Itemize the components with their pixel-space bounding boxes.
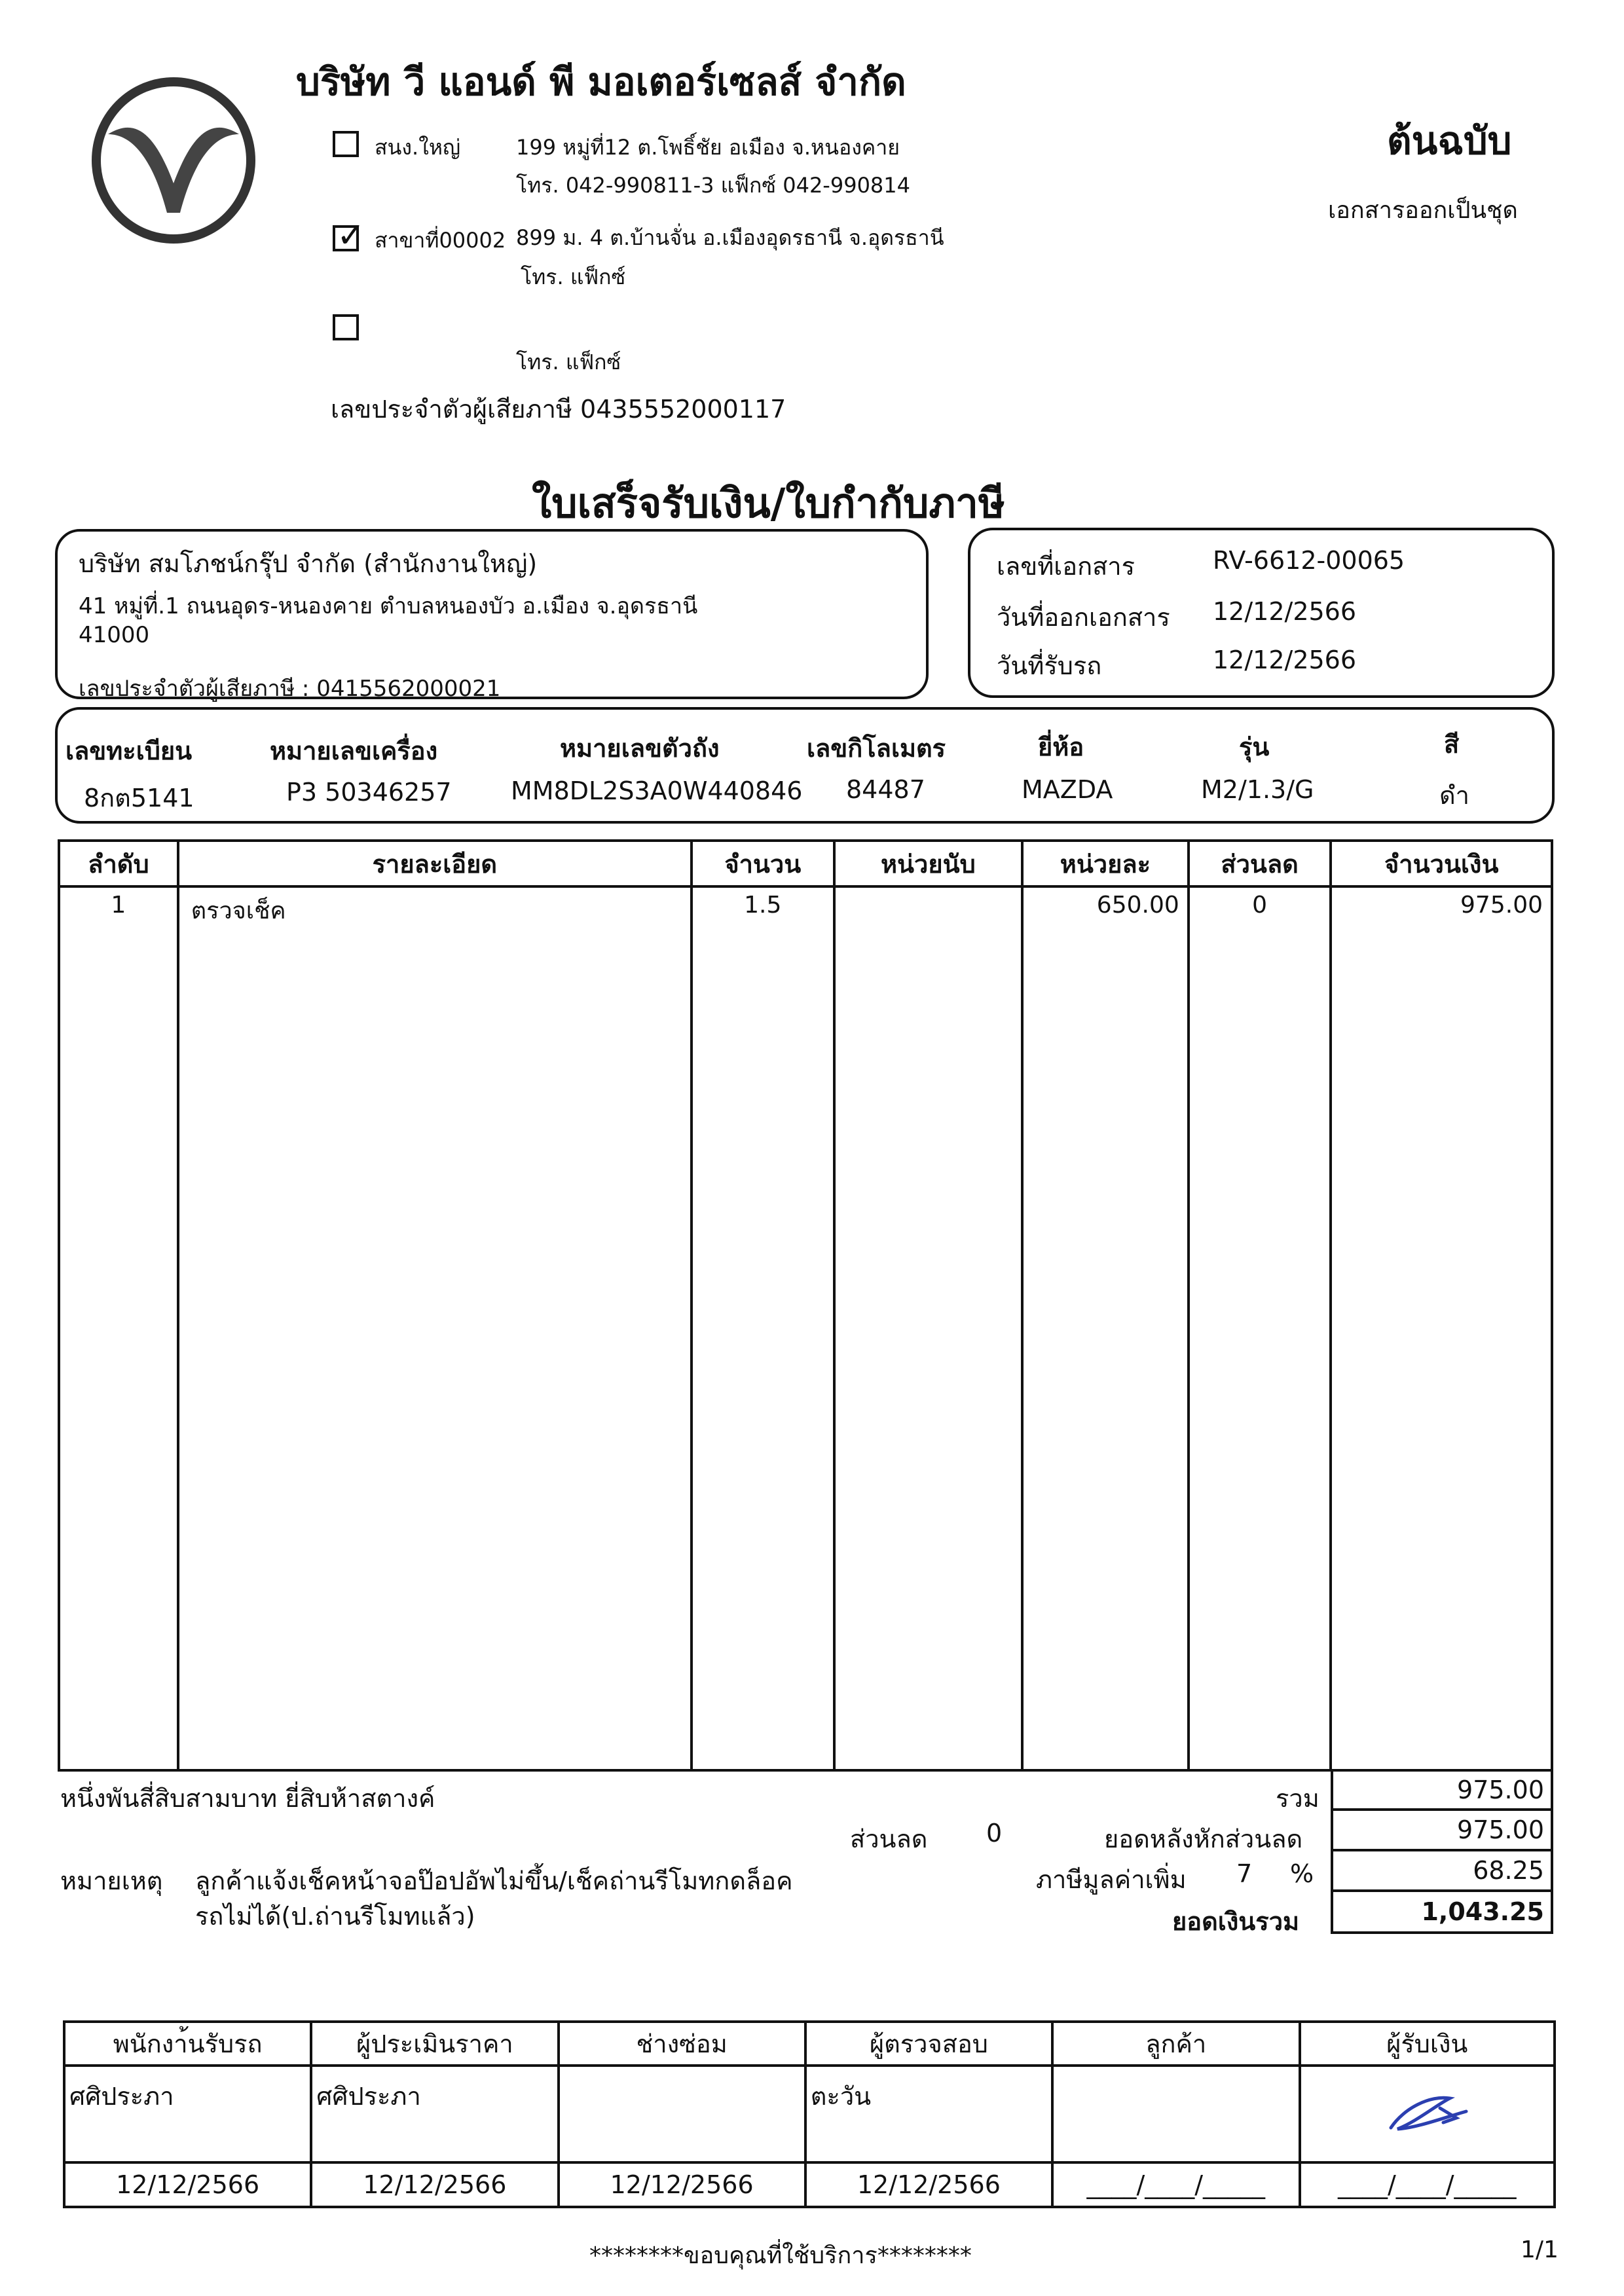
doc-no-label: เลขที่เอกสาร: [997, 552, 1135, 581]
item-amount: 975.00: [1331, 886, 1552, 1770]
checkmark-icon: ✓: [337, 216, 365, 255]
remark-label: หมายเหตุ: [60, 1867, 163, 1895]
discount-label: ส่วนลด: [850, 1825, 928, 1853]
company-logo: [88, 72, 259, 249]
signature-name-row: [64, 2066, 1555, 2162]
vehicle-mileage: 84487: [846, 775, 925, 804]
sig-name-receiver: ศศิประภา: [64, 2066, 311, 2162]
remark-line1: ลูกค้าแจ้งเช็คหน้าจอป๊อปอัพไม่ขึ้น/เช็คถ่านรีโมทกดล็อค: [195, 1867, 793, 1895]
company-name: บริษัท วี แอนด์ พี มอเตอร์เซลส์ จำกัด: [296, 60, 906, 104]
receive-date-label: วันที่รับรถ: [997, 651, 1102, 680]
sig-date-mechanic: 12/12/2566: [559, 2162, 805, 2207]
vehicle-chassis: MM8DL2S3A0W440846: [511, 776, 803, 805]
total-label: รวม: [1276, 1784, 1320, 1813]
totals-table: [1331, 1769, 1553, 1934]
vat-value: 68.25: [1332, 1850, 1552, 1891]
col-header-qty: จำนวน: [692, 841, 834, 886]
signature-header-row: [64, 2022, 1555, 2066]
customer-tax-id: เลขประจำตัวผู้เสียภาษี : 0415562000021: [79, 676, 501, 702]
vehicle-header-plate: เลขทะเบียน: [65, 737, 193, 765]
signature-date-row: [64, 2162, 1555, 2207]
branch-phone: โทร. แฟ็กซ์: [521, 264, 626, 289]
sig-date-inspector: 12/12/2566: [805, 2162, 1052, 2207]
copy-note: เอกสารออกเป็นชุด: [1328, 197, 1518, 224]
item-desc: ตรวจเช็ค: [178, 886, 692, 1770]
handwritten-signature: [1378, 2082, 1476, 2141]
sig-header-inspector: ผู้ตรวจสอบ: [805, 2022, 1052, 2066]
head-office-label: สนง.ใหญ่: [375, 135, 461, 160]
vehicle-plate: 8กต5141: [84, 784, 194, 812]
sig-date-estimator: 12/12/2566: [311, 2162, 558, 2207]
vehicle-header-mileage: เลขกิโลเมตร: [807, 734, 946, 763]
vat-label: ภาษีมูลค่าเพิ่ม: [1036, 1865, 1187, 1894]
other-phone: โทร. แฟ็กซ์: [516, 350, 621, 374]
sig-header-estimator: ผู้ประเมินราคา: [311, 2022, 558, 2066]
branch-address: 899 ม. 4 ต.บ้านจั่น อ.เมืองอุดรธานี จ.อุดรธานี: [516, 225, 944, 250]
vat-rate: 7: [1236, 1859, 1253, 1888]
vehicle-engine: P3 50346257: [286, 778, 452, 807]
vehicle-header-engine: หมายเลขเครื่อง: [270, 737, 438, 765]
head-office-address: 199 หมู่ที่12 ต.โพธิ์ชัย อเมือง จ.หนองคาย: [516, 135, 900, 160]
item-no: 1: [59, 886, 178, 1770]
doc-no: RV-6612-00065: [1213, 546, 1405, 575]
discount-value: 0: [986, 1819, 1003, 1848]
item-qty: 1.5: [692, 886, 834, 1770]
sig-date-cashier: ____/____/_____: [1300, 2162, 1555, 2207]
sig-name-mechanic: [559, 2066, 805, 2162]
after-discount-value: 975.00: [1332, 1810, 1552, 1850]
thank-you-note: ********ขอบคุณที่ใช้บริการ********: [589, 2242, 972, 2269]
col-header-discount: ส่วนลด: [1189, 841, 1331, 886]
copy-label: ต้นฉบับ: [1387, 118, 1512, 163]
vehicle-color: ดำ: [1439, 781, 1470, 810]
vehicle-header-brand: ยี่ห้อ: [1038, 733, 1084, 761]
customer-address-line2: 41000: [79, 622, 150, 648]
vehicle-header-model: รุ่น: [1239, 733, 1270, 761]
company-tax-id: เลขประจำตัวผู้เสียภาษี 0435552000117: [331, 395, 786, 424]
vehicle-brand: MAZDA: [1022, 775, 1113, 804]
customer-address-line1: 41 หมู่ที่.1 ถนนอุดร-หนองคาย ตำบลหนองบัว อ.เมือง จ.อุดรธานี: [79, 593, 698, 619]
sig-name-customer: [1052, 2066, 1300, 2162]
sig-name-estimator: ศศิประภา: [311, 2066, 558, 2162]
col-header-amount: จำนวนเงิน: [1331, 841, 1552, 886]
receive-date: 12/12/2566: [1213, 646, 1357, 674]
branch-label: สาขาที่00002: [375, 228, 506, 253]
issue-date-label: วันที่ออกเอกสาร: [997, 603, 1170, 632]
sig-header-customer: ลูกค้า: [1052, 2022, 1300, 2066]
head-office-checkbox[interactable]: [333, 131, 359, 157]
vat-pct: %: [1290, 1859, 1314, 1888]
sig-name-cashier: [1300, 2066, 1555, 2162]
item-discount: 0: [1189, 886, 1331, 1770]
issue-date: 12/12/2566: [1213, 597, 1357, 626]
sig-date-receiver: 12/12/2566: [64, 2162, 311, 2207]
items-table: [58, 839, 1553, 1772]
sig-date-customer: ____/____/_____: [1052, 2162, 1300, 2207]
col-header-unit: หน่วยนับ: [834, 841, 1022, 886]
head-office-phone: โทร. 042-990811-3 แฟ็กซ์ 042-990814: [516, 173, 910, 198]
grand-total-label: ยอดเงินรวม: [1172, 1907, 1300, 1936]
col-header-no: ลำดับ: [59, 841, 178, 886]
amount-in-words: หนึ่งพันสี่สิบสามบาท ยี่สิบห้าสตางค์: [60, 1784, 435, 1813]
branch-checkbox[interactable]: [333, 216, 365, 255]
customer-name: บริษัท สมโภชน์กรุ๊ป จำกัด (สำนักงานใหญ่): [79, 549, 538, 578]
sig-header-mechanic: ช่างซ่อม: [559, 2022, 805, 2066]
items-header-row: [59, 841, 1552, 886]
sig-header-receiver: พนักงา้นรับรถ: [64, 2022, 311, 2066]
item-price: 650.00: [1022, 886, 1189, 1770]
total-value: 975.00: [1332, 1770, 1552, 1810]
table-row: [59, 886, 1552, 1770]
after-discount-label: ยอดหลังหักส่วนลด: [1104, 1825, 1303, 1853]
col-header-desc: รายละเอียด: [178, 841, 692, 886]
vehicle-header-color: สี: [1444, 730, 1460, 759]
vehicle-model: M2/1.3/G: [1201, 775, 1314, 804]
remark-line2: รถไม่ได้(ป.ถ่านรีโมทแล้ว): [195, 1902, 475, 1931]
signature-table: [63, 2020, 1556, 2208]
grand-total-value: 1,043.25: [1332, 1891, 1552, 1933]
vehicle-header-chassis: หมายเลขตัวถัง: [560, 734, 720, 763]
item-unit: [834, 886, 1022, 1770]
sig-name-inspector: ตะวัน: [805, 2066, 1052, 2162]
sig-header-cashier: ผู้รับเงิน: [1300, 2022, 1555, 2066]
col-header-price: หน่วยละ: [1022, 841, 1189, 886]
other-branch-checkbox[interactable]: [333, 314, 359, 340]
document-title: ใบเสร็จรับเงิน/ใบกำกับภาษี: [532, 479, 1005, 527]
page-number: 1/1: [1521, 2236, 1559, 2263]
